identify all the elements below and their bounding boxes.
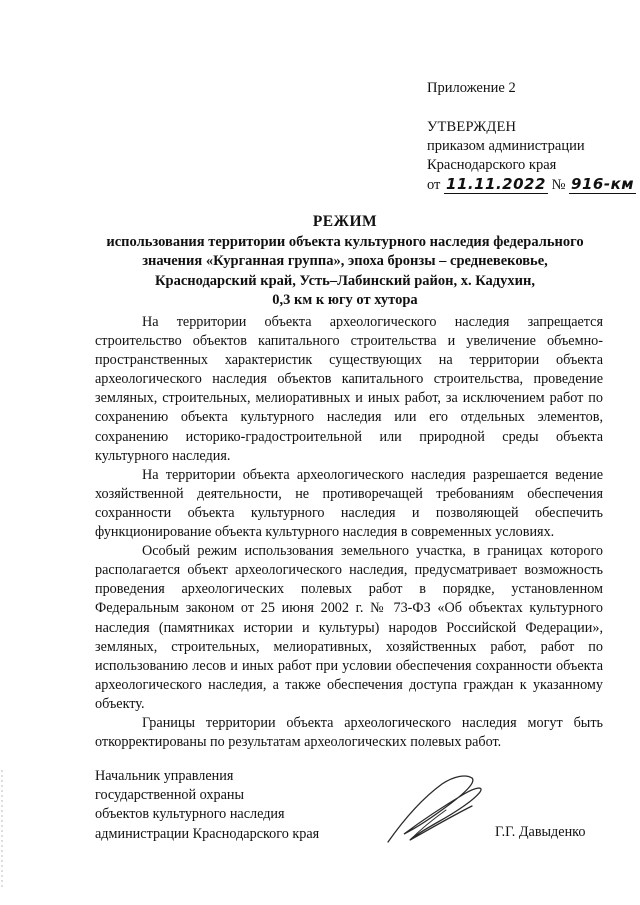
paragraph-prohibitions: На территории объекта археологического наследия запрещается строительство объектов капитального строительства и увеличение объемно-пространственных характеристик существующих на территории объекта археологического наследия объектов капитального строительства, проведение земляных, строительных, мелиоративных и иных работ, за исключением работ по сохранению объекта культурного наследия или его отдельных элементов, сохранению историко-градостроительной или природной среды объекта культурного наследия. <box>95 314 603 464</box>
number-prefix: № <box>551 177 566 193</box>
approval-block <box>427 118 636 195</box>
handwritten-date: 11.11.2022 <box>446 175 546 193</box>
approval-date-line <box>427 175 636 195</box>
signatory-line-2: государственной охраны <box>95 787 245 804</box>
signatory-line-4: администрации Краснодарского края <box>95 825 320 842</box>
title-main: РЕЖИМ <box>312 213 378 230</box>
approval-line-1: приказом администрации <box>427 138 585 154</box>
signatory-name: Г.Г. Давыденко <box>495 824 586 840</box>
appendix-label: Приложение 2 <box>427 80 516 96</box>
scan-edge-mark <box>0 770 6 890</box>
document-title <box>80 212 610 311</box>
approval-line-2: Краснодарского края <box>427 157 557 173</box>
approval-heading: УТВЕРЖДЕН <box>427 119 517 135</box>
signatory-title <box>95 767 319 844</box>
paragraph-permissions: На территории объекта археологического наследия разрешается ведение хозяйственной деятельности, не противоречащей требованиям обеспечения сохранности объекта культурного наследия и позволяющей обеспечить функционирование объекта культурного наследия в современных условиях. <box>95 466 603 541</box>
title-line-1: использования территории объекта культурного наследия федерального <box>106 233 584 250</box>
title-line-2: значения «Курганная группа», эпоха бронзы – средневековье, <box>142 253 548 269</box>
date-prefix: от <box>427 177 441 193</box>
title-line-4: 0,3 км к югу от хутора <box>272 292 418 308</box>
signatory-line-3: объектов культурного наследия <box>95 806 285 823</box>
handwritten-number: 916-км <box>571 175 635 193</box>
title-line-3: Краснодарский край, Усть–Лабинский район, х. Кадухин, <box>155 272 535 289</box>
signatory-line-1: Начальник управления <box>95 768 234 784</box>
paragraph-special-regime: Особый режим использования земельного участка, в границах которого располагается объект археологического наследия, предусматривает возможность проведения археологических полевых работ в порядке, установленном Федеральным законом от 25 июня 2002 г. № 73-ФЗ «Об объектах культурного наследия (памятниках истории и культуры) народов Российской Федерации», земляных, строительных, мелиоративных, хозяйственных работ, работ по использованию лесов и иных работ при условии обеспечения сохранности объекта археологического наследия, а также обеспечения доступа граждан к указанному объекту. <box>95 543 603 712</box>
document-body <box>95 313 603 752</box>
handwritten-signature <box>380 770 490 850</box>
paragraph-boundaries: Границы территории объекта археологического наследия могут быть откорректированы по результатам археологических полевых работ. <box>95 714 603 751</box>
